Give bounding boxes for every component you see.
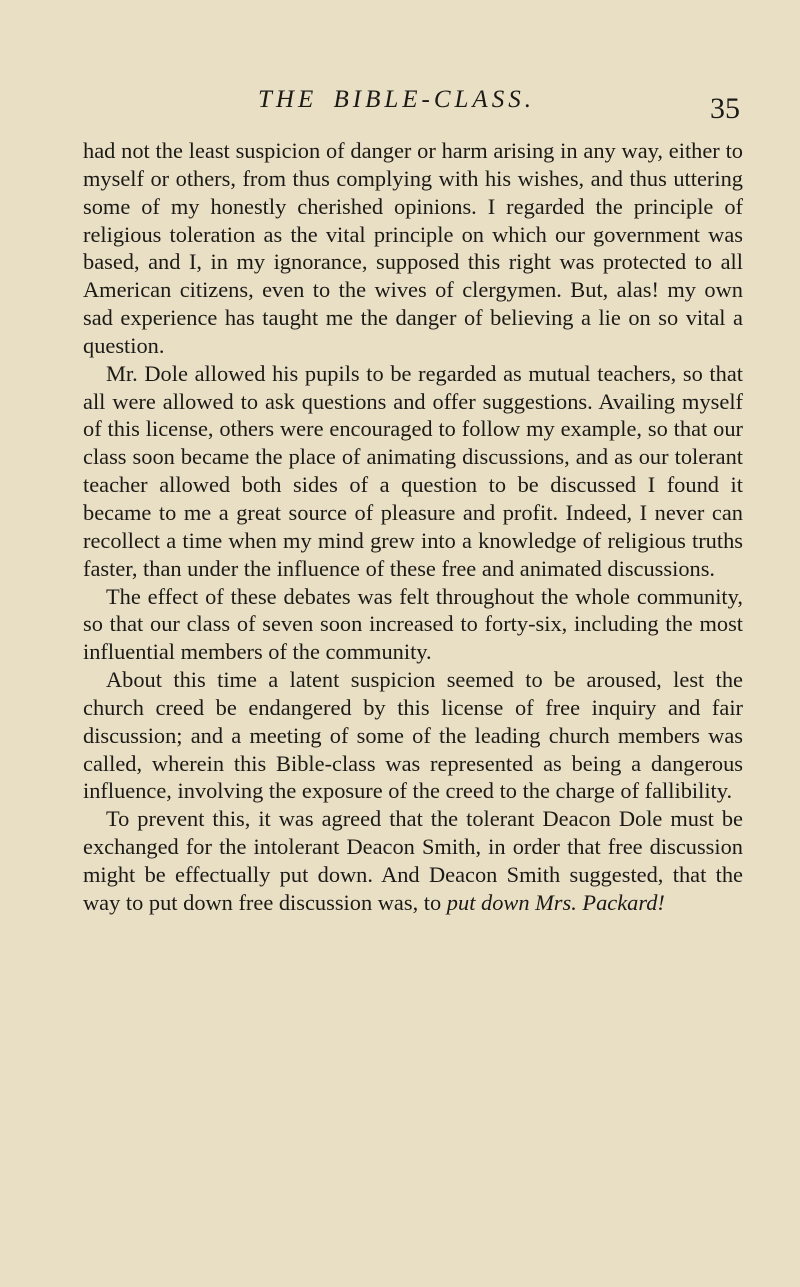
body-text (83, 137, 743, 917)
paragraph-5-emphasis: put down Mrs. Packard! (446, 889, 665, 915)
paragraph-5-text: To prevent this, it was agreed that the tolerant Deacon Dole must be exchanged for the intolerant Deacon Smith, in order that free discussion might be effectually put down. And Deacon Smith suggested, that the way to put down free discussion was, to (83, 806, 743, 915)
running-title: THE BIBLE-CLASS. (258, 86, 535, 113)
paragraph-3: The effect of these debates was felt throughout the whole community, so that our class of seven soon increased to forty-six, including the most influential members of the community. (83, 583, 743, 665)
page-number: 35 (710, 92, 740, 125)
paragraph-5 (83, 805, 743, 916)
paragraph-1: had not the least suspicion of danger or harm arising in any way, either to myself or others, from thus complying with his wishes, and thus uttering some of my honestly cherished opinions. I regarded the principle of religious toleration as the vital principle on which our government was based, and I, in my ignorance, supposed this right was protected to all American citizens, even to the wives of clergymen. But, alas! my own sad experience has taught me the danger of believing a lie on so vital a question. (83, 138, 743, 358)
paragraph-2: Mr. Dole allowed his pupils to be regarded as mutual teachers, so that all were allowed to ask questions and offer suggestions. Availing myself of this license, others were encouraged to follow my example, so that our class soon became the place of animating discussions, and as our tolerant teacher allowed both sides of a question to be discussed I found it became to me a great source of pleasure and profit. Indeed, I never can recollect a time when my mind grew into a knowledge of religious truths faster, than under the influence of these free and animated discussions. (83, 360, 743, 581)
page-header (80, 86, 750, 126)
paragraph-4: About this time a latent suspicion seemed to be aroused, lest the church creed be endangered by this license of free inquiry and fair discussion; and a meeting of some of the leading church members was called, wherein this Bible-class was represented as being a dangerous influence, involving the exposure of the creed to the charge of fallibility. (83, 667, 743, 804)
